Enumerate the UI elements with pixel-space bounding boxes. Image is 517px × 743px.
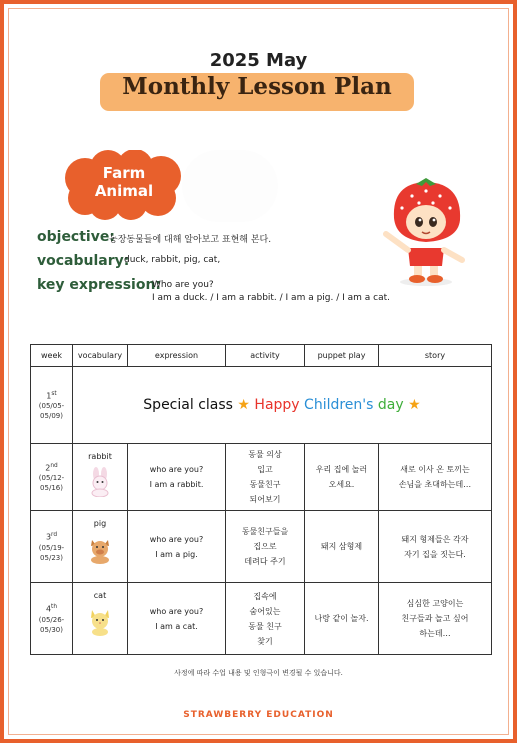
story-line: 손님을 초대하는데… [398, 480, 472, 489]
header-expression: expression [128, 345, 226, 367]
puppet-line: 돼지 삼형제 [320, 542, 363, 551]
puppet-cell [305, 583, 379, 655]
expression-cell [128, 511, 226, 583]
pig-icon [87, 534, 113, 564]
key-expression-line2: I am a duck. / I am a rabbit. / I am a pig. / I am a cat. [152, 293, 391, 303]
special-class-text: Special class [143, 397, 233, 413]
story-cell [379, 511, 492, 583]
story-line: 자기 집을 짓는다. [404, 549, 466, 559]
story-line: 새로 이사 온 토끼는 [400, 465, 470, 474]
table-row [31, 583, 492, 655]
story-line: 심심한 고양이는 [406, 599, 464, 608]
lesson-table [30, 344, 492, 655]
week-suffix: nd [50, 462, 58, 469]
week-dates: (05/19-05/23) [38, 543, 65, 562]
activity-cell [226, 511, 305, 583]
cat-icon [87, 606, 113, 636]
activity-line: 데려다 주기 [244, 557, 286, 566]
week-dates: (05/12-05/16) [38, 474, 65, 493]
week-number: 2 [45, 463, 51, 473]
expression-line: who are you? [149, 534, 204, 544]
activity-line: 동물친구 [249, 480, 281, 489]
rabbit-icon [87, 467, 113, 497]
badge-line1: Farm [102, 164, 146, 182]
puppet-line: 나랑 같이 놀자. [314, 614, 369, 623]
table-header-row [31, 345, 492, 367]
special-class-cell [73, 367, 492, 444]
theme-badge [63, 150, 185, 220]
story-cell [379, 444, 492, 511]
story-line: 돼지 형제들은 각자 [401, 534, 469, 544]
table-row [31, 444, 492, 511]
expression-line: I am a cat. [155, 621, 198, 631]
table-row [31, 367, 492, 444]
week-number: 1 [46, 391, 52, 401]
story-line: 친구들과 놀고 싶어 [401, 614, 469, 623]
week-cell [31, 444, 73, 511]
page-title: Monthly Lesson Plan [100, 73, 414, 111]
activity-line: 집으로 [253, 542, 277, 551]
vocabulary-label: vocabulary: [37, 253, 130, 269]
week-suffix: st [51, 390, 57, 397]
activity-line: 되어보기 [249, 495, 281, 504]
story-line: 하는데… [419, 629, 451, 638]
activity-line: 동물 의상 [248, 450, 282, 459]
header-story: story [379, 345, 492, 367]
header-week: week [31, 345, 73, 367]
activity-line: 동물친구들을 [241, 527, 289, 536]
happy-text: Happy [254, 397, 300, 413]
vocabulary-word: pig [93, 519, 107, 528]
week-suffix: th [51, 604, 58, 611]
expression-cell [128, 583, 226, 655]
activity-line: 동물 친구 [248, 621, 282, 631]
expression-line: who are you? [149, 606, 204, 616]
expression-line: I am a rabbit. [149, 480, 204, 489]
vocabulary-word: cat [93, 591, 107, 600]
table-row [31, 511, 492, 583]
activity-cell [226, 444, 305, 511]
activity-line: 숨어있는 [249, 606, 281, 616]
key-expression-label: key expression: [37, 277, 162, 293]
vocabulary-cell [73, 511, 128, 583]
expression-cell [128, 444, 226, 511]
week-number: 4 [45, 604, 52, 614]
strawberry-mascot-icon [372, 178, 480, 288]
story-cell [379, 583, 492, 655]
badge-shadow [182, 150, 278, 222]
puppet-line: 오세요. [328, 480, 355, 489]
activity-line: 입고 [257, 465, 273, 474]
vocabulary-word: rabbit [88, 452, 112, 461]
puppet-cell [305, 444, 379, 511]
expression-line: I am a pig. [155, 549, 198, 559]
key-expression-line1: Who are you? [152, 280, 214, 290]
footer-brand: STRAWBERRY EDUCATION [183, 710, 334, 720]
header-vocabulary: vocabulary [73, 345, 128, 367]
week-cell [31, 583, 73, 655]
year-month: 2025 May [209, 50, 308, 71]
vocabulary-cell [73, 583, 128, 655]
expression-line: who are you? [149, 465, 204, 474]
activity-line: 찾기 [257, 636, 273, 646]
activity-cell [226, 583, 305, 655]
header-activity: activity [226, 345, 305, 367]
week-dates: (05/05-05/09) [38, 402, 65, 421]
week-cell [31, 367, 73, 444]
vocabulary-value: duck, rabbit, pig, cat, [124, 255, 221, 265]
puppet-cell [305, 511, 379, 583]
puppet-line: 우리 집에 놀러 [315, 465, 368, 474]
day-text: day [377, 397, 404, 413]
childrens-text: Children's [304, 397, 374, 413]
week-cell [31, 511, 73, 583]
star-icon: ★ [408, 397, 421, 413]
week-dates: (05/26-05/30) [38, 615, 65, 634]
star-icon: ★ [237, 397, 250, 413]
week-suffix: rd [51, 532, 58, 539]
disclaimer-note: 사정에 따라 수업 내용 및 인형극이 변경될 수 있습니다. [174, 669, 343, 677]
objective-label: objective: [37, 229, 115, 245]
activity-line: 집속에 [253, 591, 277, 601]
header-puppet-play: puppet play [305, 345, 379, 367]
week-number: 3 [45, 532, 52, 542]
objective-value: 농장동물들에 대해 알아보고 표현해 본다. [109, 235, 272, 245]
vocabulary-cell [73, 444, 128, 511]
badge-line2: Animal [94, 182, 154, 200]
